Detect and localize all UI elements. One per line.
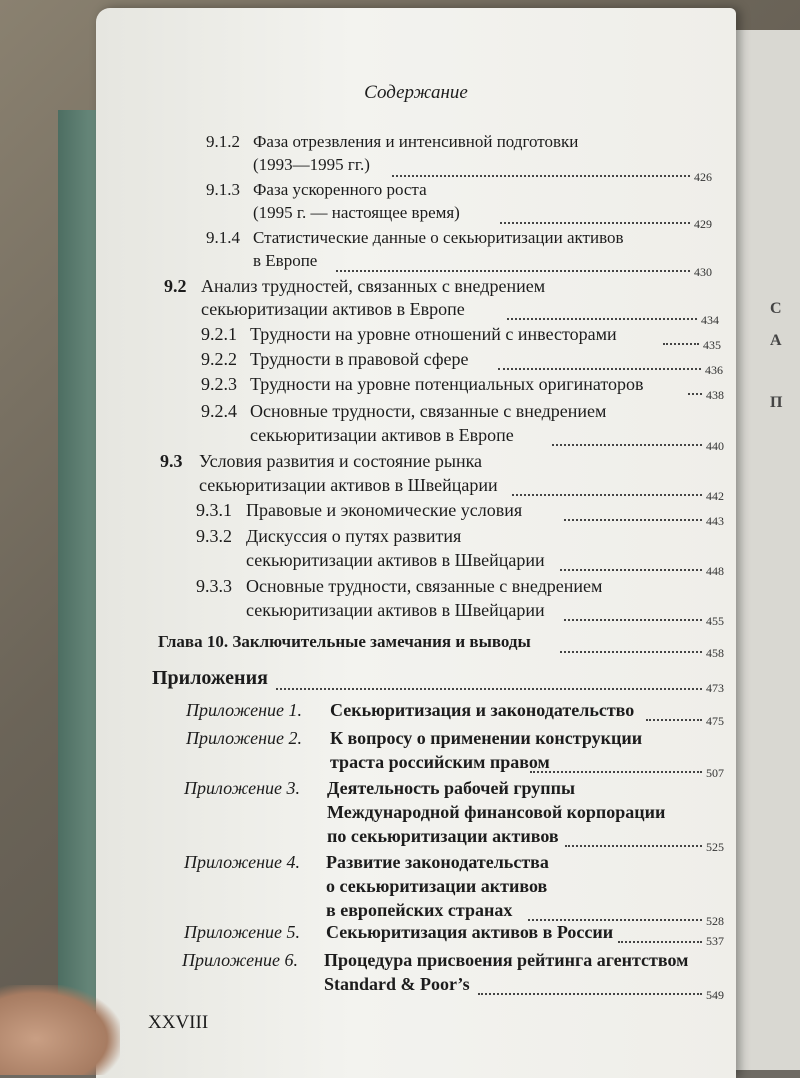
page-number: 442	[706, 489, 724, 503]
page-number: 438	[706, 388, 724, 402]
page-number: 435	[703, 338, 721, 352]
leader-dots	[560, 569, 702, 571]
entry-title-line: Дискуссия о путях развития	[246, 526, 462, 546]
entry-title-line: секьюритизации активов в Европе	[250, 425, 514, 445]
page-number: 455	[706, 614, 724, 628]
entry-number: 9.1.2	[206, 132, 240, 151]
page-number: 549	[706, 988, 724, 1002]
adjacent-page-letter: C	[770, 300, 782, 317]
entry-title-line: Анализ трудностей, связанных с внедрением	[201, 276, 546, 296]
entry-number: 9.3	[160, 451, 183, 471]
leader-dots	[498, 368, 701, 370]
leader-dots	[564, 619, 702, 621]
entry-number: Приложение 6.	[182, 950, 299, 970]
entry-number: 9.1.3	[206, 180, 240, 199]
entry-number: Приложение 1.	[186, 700, 303, 720]
entry-number: 9.2	[164, 276, 187, 296]
entry-title-line: Standard & Poor’s	[324, 974, 470, 994]
entry-title-line: Международной финансовой корпорации	[327, 802, 666, 822]
leader-dots	[646, 719, 702, 721]
page-number: 525	[706, 840, 724, 854]
leader-dots	[564, 519, 702, 521]
leader-dots	[392, 175, 690, 177]
entry-title-line: траста российским правом	[330, 752, 550, 772]
leader-dots	[478, 993, 702, 995]
page-number: 426	[694, 170, 712, 184]
page-number: 443	[706, 514, 724, 528]
entry-title-line: Трудности в правовой сфере	[250, 349, 469, 369]
leader-dots	[560, 651, 702, 653]
entry-title-line: секьюритизации активов в Европе	[201, 299, 465, 319]
entry-number: Приложение 4.	[184, 852, 301, 872]
page-number: 507	[706, 766, 724, 780]
entry-number: 9.2.3	[201, 374, 237, 394]
entry-number: 9.3.2	[196, 526, 232, 546]
entry-number: Приложение 3.	[184, 778, 301, 798]
leader-dots	[500, 222, 690, 224]
page-number: 429	[694, 217, 712, 231]
entry-title-line: Трудности на уровне потенциальных оригинаторов	[250, 374, 644, 394]
leader-dots	[507, 318, 697, 320]
leader-dots	[512, 494, 702, 496]
entry-title-line: (1995 г. — настоящее время)	[253, 203, 460, 222]
leader-dots	[530, 771, 702, 773]
entry-title-line: Основные трудности, связанные с внедрением	[250, 401, 607, 421]
page-folio: XXVIII	[148, 1012, 209, 1033]
entry-title-line: Секьюритизация и законодательство	[330, 700, 635, 720]
running-header: Содержание	[364, 82, 468, 103]
entry-title-line: Секьюритизация активов в России	[326, 922, 614, 942]
entry-title-line: по секьюритизации активов	[327, 826, 559, 846]
entry-number: 9.3.3	[196, 576, 232, 596]
entry-title-line: (1993—1995 гг.)	[253, 155, 370, 174]
entry-title-line: в европейских странах	[326, 900, 513, 920]
leader-dots	[688, 393, 702, 395]
entry-title-line: Приложения	[152, 667, 268, 689]
entry-title-line: секьюритизации активов в Швейцарии	[199, 475, 498, 495]
page-number: 436	[705, 363, 723, 377]
leader-dots	[336, 270, 690, 272]
adjacent-page-letter: A	[770, 332, 782, 349]
thumb-background	[0, 985, 120, 1075]
entry-title-line: Основные трудности, связанные с внедрением	[246, 576, 603, 596]
entry-number: 9.2.2	[201, 349, 237, 369]
leader-dots	[618, 941, 702, 943]
page-number: 458	[706, 646, 724, 660]
entry-title-line: секьюритизации активов в Швейцарии	[246, 600, 545, 620]
entry-title-line: Глава 10. Заключительные замечания и выводы	[158, 632, 531, 651]
entry-title-line: Деятельность рабочей группы	[327, 778, 576, 798]
entry-title-line: Статистические данные о секьюритизации активов	[253, 228, 624, 247]
leader-dots	[552, 444, 702, 446]
entry-title-line: К вопросу о применении конструкции	[330, 728, 643, 748]
entry-title-line: Правовые и экономические условия	[246, 500, 523, 520]
page-number: 448	[706, 564, 724, 578]
entry-number: 9.3.1	[196, 500, 232, 520]
page-number: 440	[706, 439, 724, 453]
page-number: 537	[706, 934, 724, 948]
page-number: 475	[706, 714, 724, 728]
entry-number: 9.1.4	[206, 228, 240, 247]
entry-title-line: Фаза ускоренного роста	[253, 180, 427, 199]
entry-title-line: Развитие законодательства	[326, 852, 549, 872]
entry-title-line: секьюритизации активов в Швейцарии	[246, 550, 545, 570]
leader-dots	[663, 343, 699, 345]
leader-dots	[276, 688, 702, 690]
page-number: 434	[701, 313, 719, 327]
page-number: 473	[706, 681, 724, 695]
leader-dots	[565, 845, 702, 847]
entry-title-line: о секьюритизации активов	[326, 876, 548, 896]
adjacent-page-letter: П	[770, 394, 783, 411]
page-number: 528	[706, 914, 724, 928]
entry-number: 9.2.1	[201, 324, 237, 344]
entry-number: Приложение 2.	[186, 728, 303, 748]
entry-number: 9.2.4	[201, 401, 237, 421]
entry-title-line: Процедура присвоения рейтинга агентством	[324, 950, 689, 970]
leader-dots	[528, 919, 702, 921]
entry-number: Приложение 5.	[184, 922, 301, 942]
entry-title-line: Трудности на уровне отношений с инвесторами	[250, 324, 617, 344]
entry-title-line: в Европе	[253, 251, 318, 270]
entry-title-line: Фаза отрезвления и интенсивной подготовки	[253, 132, 579, 151]
page-number: 430	[694, 265, 712, 279]
entry-title-line: Условия развития и состояние рынка	[199, 451, 483, 471]
